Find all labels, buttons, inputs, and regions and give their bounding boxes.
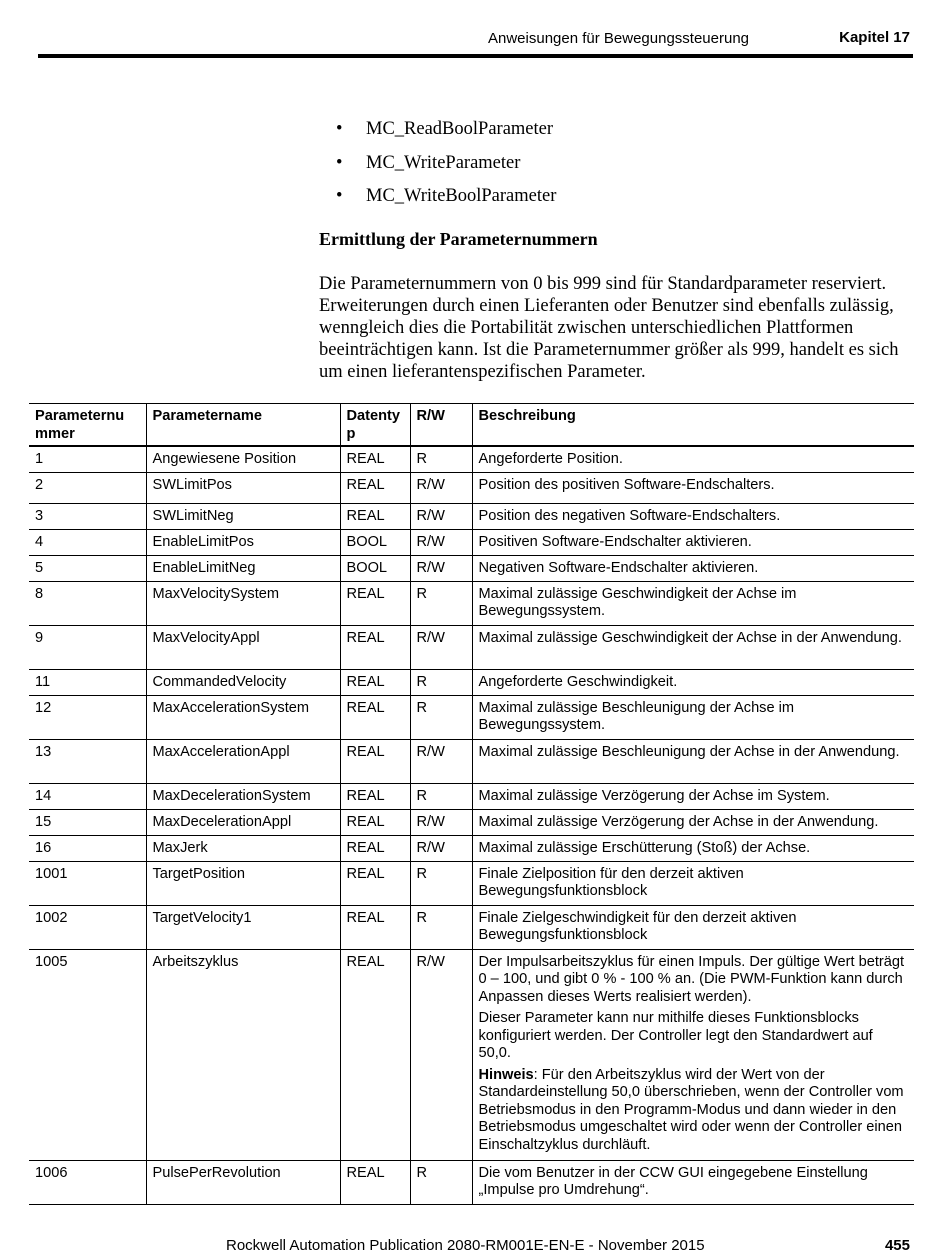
description-paragraph (479, 700, 909, 735)
cell-type: REAL (340, 905, 410, 949)
cell-name: MaxAccelerationAppl (146, 739, 340, 783)
description-text: Angeforderte Position. (478, 451, 623, 467)
cell-name: TargetPosition (146, 861, 340, 905)
cell-description (472, 949, 914, 1160)
description-text: Maximal zulässige Beschleunigung der Achse im Bewegungssystem. (478, 699, 795, 733)
cell-rw: R (410, 446, 472, 472)
bullet-marker: • (336, 186, 343, 206)
note-label: Hinweis (478, 1066, 534, 1083)
bullet-item (320, 150, 556, 184)
table-row (29, 529, 914, 555)
cell-name: CommandedVelocity (146, 669, 340, 695)
cell-description (472, 783, 914, 809)
cell-number: 14 (29, 783, 146, 809)
cell-number: 3 (29, 503, 146, 529)
description-text: Maximal zulässige Verzögerung der Achse in der Anwendung. (478, 813, 879, 830)
bullet-item (320, 183, 556, 217)
bullet-text: MC_ReadBoolParameter (366, 119, 554, 139)
cell-name: Angewiesene Position (146, 446, 340, 472)
cell-rw: R (410, 669, 472, 695)
description-paragraph (479, 560, 909, 578)
description-text: Maximal zulässige Erschütterung (Stoß) der Achse. (478, 839, 811, 856)
column-header-number: Parameternu mmer (29, 404, 146, 447)
cell-type: REAL (340, 446, 410, 472)
description-paragraph (479, 814, 909, 832)
cell-name: SWLimitPos (146, 472, 340, 503)
table-row (29, 739, 914, 783)
cell-description (472, 446, 914, 472)
table-row (29, 581, 914, 625)
cell-type: REAL (340, 739, 410, 783)
cell-number: 16 (29, 835, 146, 861)
description-text: Maximal zulässige Geschwindigkeit der Achse in der Anwendung. (478, 629, 902, 646)
table-row (29, 809, 914, 835)
description-text: Finale Zielgeschwindigkeit für den derzeit aktiven Bewegungsfunktionsblock (478, 909, 797, 943)
cell-rw: R/W (410, 503, 472, 529)
description-paragraph (479, 630, 909, 648)
table-row (29, 472, 914, 503)
cell-rw: R (410, 1160, 472, 1204)
description-paragraph (479, 451, 909, 469)
description-text: Die vom Benutzer in der CCW GUI eingegebene Einstellung „Impulse pro Umdrehung“. (478, 1164, 868, 1198)
table-row (29, 695, 914, 739)
cell-type: REAL (340, 669, 410, 695)
cell-number: 5 (29, 555, 146, 581)
cell-number: 1005 (29, 949, 146, 1160)
cell-number: 13 (29, 739, 146, 783)
cell-number: 8 (29, 581, 146, 625)
cell-number: 1 (29, 446, 146, 472)
cell-type: REAL (340, 625, 410, 669)
cell-description (472, 555, 914, 581)
description-text: Dieser Parameter kann nur mithilfe dieses Funktionsblocks konfiguriert werden. Der Controller legt den Standardwert auf 50,0. (478, 1010, 873, 1061)
cell-name: MaxVelocityAppl (146, 625, 340, 669)
table-row (29, 625, 914, 669)
cell-rw: R/W (410, 625, 472, 669)
cell-name: MaxAccelerationSystem (146, 695, 340, 739)
description-text: : Für den Arbeitszyklus wird der Wert von der Standardeinstellung 50,0 überschrieben, wenn der Controller vom Betriebsmodus in den Programm-Modus und dann wieder in den Betriebsmodus umgeschaltet wird oder wenn der Controller einen Einschaltzyklus durchläuft. (478, 1066, 904, 1153)
cell-number: 1002 (29, 905, 146, 949)
running-header-chapter: Kapitel 17 (839, 29, 910, 46)
footer-page-number: 455 (884, 1237, 910, 1254)
bullet-text: MC_WriteBoolParameter (366, 186, 557, 206)
column-header-name: Parametername (146, 404, 340, 447)
column-header-description: Beschreibung (472, 404, 914, 447)
description-text: Finale Zielposition für den derzeit aktiven Bewegungsfunktionsblock (478, 865, 744, 899)
cell-description (472, 695, 914, 739)
cell-description (472, 529, 914, 555)
description-text: Maximal zulässige Geschwindigkeit der Achse im Bewegungssystem. (478, 585, 797, 619)
cell-description (472, 472, 914, 503)
description-paragraph (479, 910, 909, 945)
parameter-table (29, 403, 914, 1205)
cell-description (472, 581, 914, 625)
cell-rw: R/W (410, 529, 472, 555)
cell-number: 15 (29, 809, 146, 835)
bullet-item (320, 116, 556, 150)
cell-description (472, 503, 914, 529)
cell-type: REAL (340, 581, 410, 625)
description-text: Der Impulsarbeitszyklus für einen Impuls. Der gültige Wert beträgt 0 – 100, und gibt 0 % - 100 % an. (Die PWM-Funktion kann durch Anpassen dieses Werts realisiert werden). (478, 953, 905, 1005)
description-paragraph (479, 1010, 909, 1063)
cell-name: EnableLimitNeg (146, 555, 340, 581)
section-heading: Ermittlung der Parameternummern (319, 229, 598, 249)
description-text: Maximal zulässige Verzögerung der Achse im System. (478, 787, 830, 804)
cell-rw: R/W (410, 809, 472, 835)
cell-name: Arbeitszyklus (146, 949, 340, 1160)
description-paragraph (479, 1165, 909, 1200)
cell-name: SWLimitNeg (146, 503, 340, 529)
cell-rw: R/W (410, 949, 472, 1160)
table-row (29, 861, 914, 905)
description-paragraph (479, 840, 909, 858)
cell-name: TargetVelocity1 (146, 905, 340, 949)
table-row (29, 555, 914, 581)
table-row (29, 835, 914, 861)
table-row (29, 1160, 914, 1204)
body-paragraph: Die Parameternummern von 0 bis 999 sind für Standardparameter reserviert. Erweiterungen durch einen Lieferanten oder Benutzer sind ebenfalls zulässig, wenngleich dies die Portabilität zwischen unterschiedlichen Plattformen beeinträchtigen kann. Ist die Parameternummer größer als 999, handelt es sich um einen lieferantenspezifischen Parameter. (319, 274, 899, 382)
cell-name: MaxVelocitySystem (146, 581, 340, 625)
cell-description (472, 739, 914, 783)
bullet-marker: • (336, 152, 343, 173)
description-paragraph (479, 1067, 909, 1155)
cell-type: REAL (340, 503, 410, 529)
cell-description (472, 905, 914, 949)
table-row (29, 905, 914, 949)
cell-name: MaxDecelerationSystem (146, 783, 340, 809)
cell-rw: R (410, 905, 472, 949)
cell-number: 2 (29, 472, 146, 503)
cell-type: REAL (340, 472, 410, 503)
description-text: Positiven Software-Endschalter aktivieren. (478, 533, 752, 550)
cell-description (472, 669, 914, 695)
instruction-bullet-list (320, 116, 556, 217)
table-row (29, 949, 914, 1160)
cell-rw: R/W (410, 472, 472, 503)
description-paragraph (479, 866, 909, 901)
cell-number: 1006 (29, 1160, 146, 1204)
footer-publication: Rockwell Automation Publication 2080-RM001E-EN-E - November 2015 (226, 1237, 705, 1254)
running-header-section: Anweisungen für Bewegungssteuerung (488, 30, 750, 47)
cell-rw: R (410, 695, 472, 739)
cell-type: REAL (340, 783, 410, 809)
description-paragraph (479, 954, 909, 1007)
cell-type: REAL (340, 861, 410, 905)
cell-name: MaxDecelerationAppl (146, 809, 340, 835)
cell-name: EnableLimitPos (146, 529, 340, 555)
table-row (29, 503, 914, 529)
cell-rw: R/W (410, 835, 472, 861)
description-text: Angeforderte Geschwindigkeit. (478, 673, 678, 690)
table-header-row (29, 404, 914, 447)
cell-description (472, 809, 914, 835)
cell-number: 9 (29, 625, 146, 669)
table-body (29, 446, 914, 1204)
table-row (29, 446, 914, 472)
description-paragraph (479, 788, 909, 806)
cell-type: REAL (340, 1160, 410, 1204)
description-paragraph (479, 477, 909, 495)
cell-rw: R/W (410, 739, 472, 783)
cell-rw: R (410, 783, 472, 809)
description-paragraph (479, 674, 909, 692)
column-header-type: Datenty p (340, 404, 410, 447)
cell-type: REAL (340, 835, 410, 861)
cell-rw: R (410, 581, 472, 625)
cell-type: REAL (340, 809, 410, 835)
cell-rw: R (410, 861, 472, 905)
cell-description (472, 861, 914, 905)
cell-description (472, 625, 914, 669)
cell-type: REAL (340, 695, 410, 739)
cell-type: BOOL (340, 529, 410, 555)
description-paragraph (479, 744, 909, 762)
cell-name: MaxJerk (146, 835, 340, 861)
header-rule (38, 54, 913, 58)
cell-number: 1001 (29, 861, 146, 905)
table-row (29, 783, 914, 809)
description-text: Negativen Software-Endschalter aktivieren. (478, 559, 759, 576)
cell-rw: R/W (410, 555, 472, 581)
bullet-marker: • (336, 119, 343, 139)
cell-type: REAL (340, 949, 410, 1160)
table-row (29, 669, 914, 695)
cell-description (472, 835, 914, 861)
cell-description (472, 1160, 914, 1204)
description-paragraph (479, 534, 909, 552)
cell-number: 12 (29, 695, 146, 739)
description-text: Position des negativen Software-Endschalters. (478, 507, 781, 524)
cell-number: 4 (29, 529, 146, 555)
description-text: Maximal zulässige Beschleunigung der Achse in der Anwendung. (478, 743, 900, 760)
description-paragraph (479, 508, 909, 526)
description-paragraph (479, 586, 909, 621)
cell-type: BOOL (340, 555, 410, 581)
column-header-rw: R/W (410, 404, 472, 447)
bullet-text: MC_WriteParameter (366, 152, 521, 173)
description-text: Position des positiven Software-Endschalters. (478, 476, 775, 493)
cell-name: PulsePerRevolution (146, 1160, 340, 1204)
cell-number: 11 (29, 669, 146, 695)
